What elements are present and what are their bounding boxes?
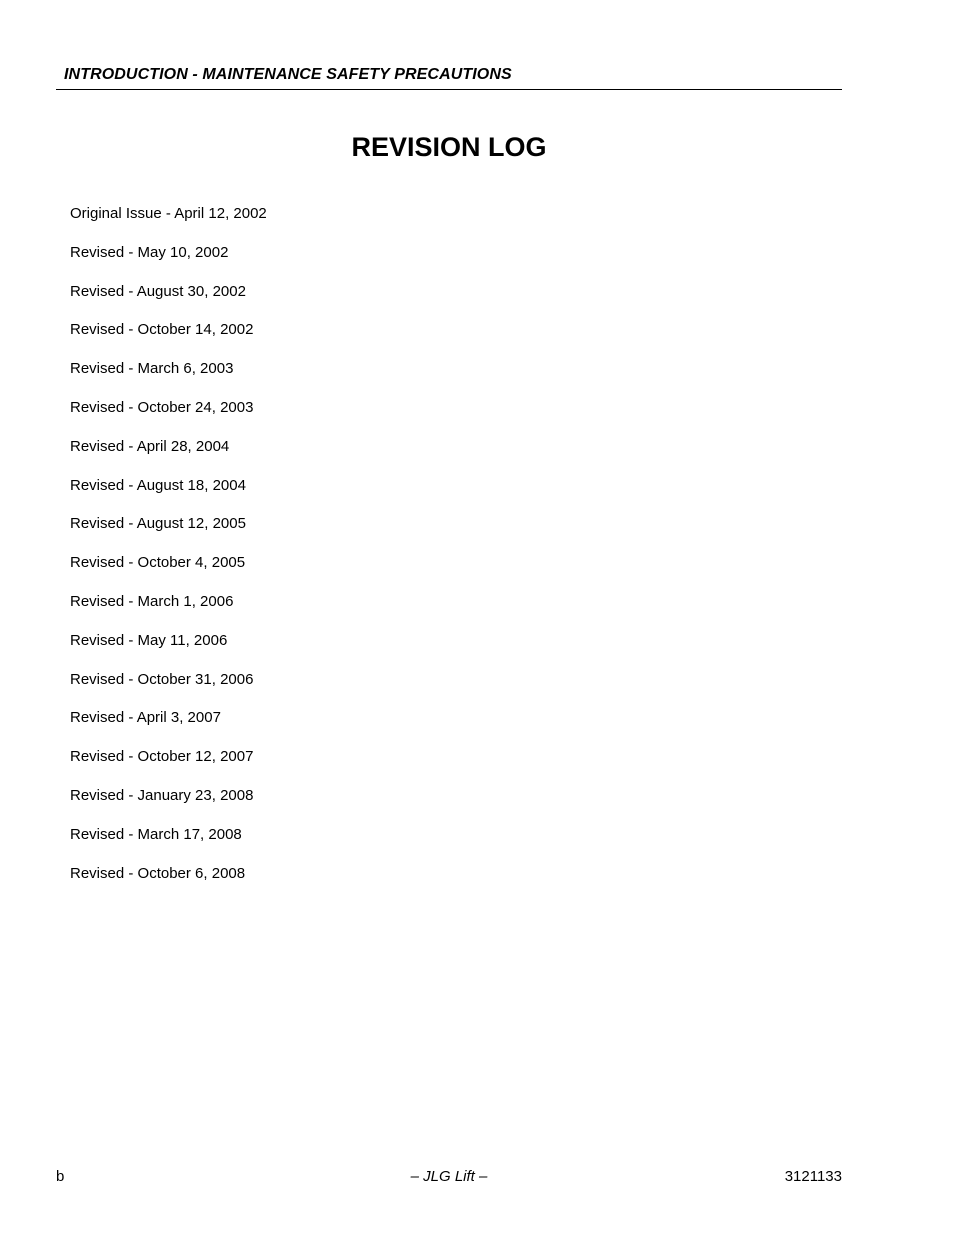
revision-entry: Revised - October 24, 2003 [70,398,254,416]
footer-brand: – JLG Lift – [410,1168,488,1185]
revision-entry: Revised - March 17, 2008 [70,825,242,843]
revision-entry: Revised - April 28, 2004 [70,437,230,455]
document-number: 3121133 [784,1168,842,1185]
section-title: INTRODUCTION - MAINTENANCE SAFETY PRECAUTIONS [64,66,512,83]
revision-entry: Revised - October 14, 2002 [70,321,254,339]
revision-entry: Revised - May 11, 2006 [70,631,228,649]
revision-entry: Original Issue - April 12, 2002 [70,205,267,222]
running-header [56,64,842,90]
revision-entry: Revised - August 18, 2004 [70,476,246,494]
revision-list [70,204,267,902]
revision-entry: Revised - March 1, 2006 [70,592,234,610]
revision-entry: Revised - August 30, 2002 [70,282,246,300]
page-footer [56,1168,842,1188]
page-number: b [56,1168,65,1185]
revision-entry: Revised - October 31, 2006 [70,670,254,688]
revision-entry: Revised - January 23, 2008 [70,786,254,804]
revision-entry: Revised - May 10, 2002 [70,243,229,261]
revision-entry: Revised - October 12, 2007 [70,748,254,766]
revision-entry: Revised - April 3, 2007 [70,709,221,727]
revision-entry: Revised - August 12, 2005 [70,515,246,533]
revision-entry: Revised - October 4, 2005 [70,554,246,572]
revision-entry: Revised - March 6, 2003 [70,360,234,378]
revision-entry: Revised - October 6, 2008 [70,864,246,882]
page-title: REVISION LOG [351,132,547,162]
